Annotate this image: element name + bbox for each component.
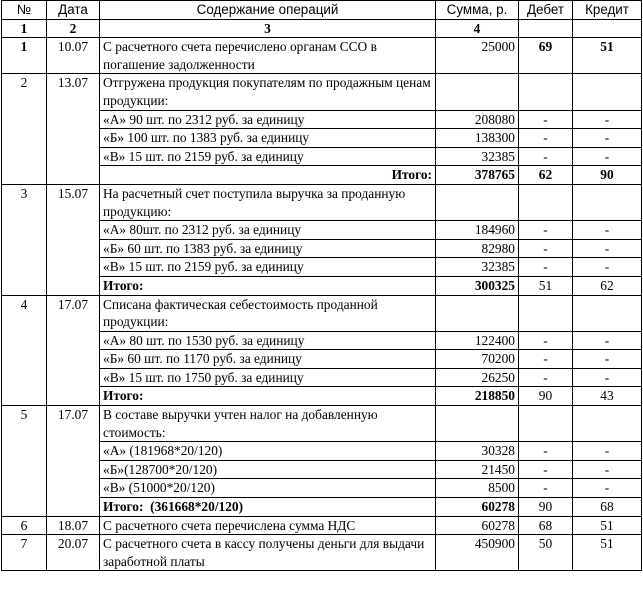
index-cell: 2 — [47, 19, 100, 38]
op-date: 20.07 — [47, 535, 100, 571]
total-sum: 60278 — [436, 498, 519, 517]
op-description: С расчетного счета перечислено органам ССО в погашение задолженности — [100, 38, 436, 74]
op-number: 2 — [2, 74, 47, 185]
item-sum: 32385 — [436, 258, 519, 277]
total-label: Итого: — [100, 387, 436, 406]
op-date: 18.07 — [47, 516, 100, 535]
item-sum: 138300 — [436, 129, 519, 148]
index-cell: 4 — [436, 19, 519, 38]
op-description: Отгружена продукция покупателям по продажным ценам продукции: — [100, 74, 436, 110]
item-debit: - — [519, 221, 573, 240]
item-debit: - — [519, 460, 573, 479]
total-credit: 43 — [573, 387, 642, 406]
op-credit — [573, 74, 642, 110]
table-row — [2, 535, 642, 571]
item-sum: 8500 — [436, 479, 519, 498]
op-debit: 50 — [519, 535, 573, 571]
item-description: «А» 90 шт. по 2312 руб. за единицу — [100, 110, 436, 129]
op-credit — [573, 184, 642, 220]
header-sum: Сумма, р. — [436, 1, 519, 20]
item-credit: - — [573, 239, 642, 258]
item-description: «Б»(128700*20/120) — [100, 460, 436, 479]
item-sum: 32385 — [436, 147, 519, 166]
op-sum — [436, 184, 519, 220]
op-description: Списана фактическая себестоимость проданной продукции: — [100, 295, 436, 331]
item-debit: - — [519, 479, 573, 498]
op-debit — [519, 406, 573, 442]
operations-table — [1, 0, 642, 571]
table-row — [2, 184, 642, 220]
item-description: «А» 80 шт. по 1530 руб. за единицу — [100, 331, 436, 350]
op-date: 13.07 — [47, 74, 100, 185]
item-sum: 21450 — [436, 460, 519, 479]
item-credit: - — [573, 442, 642, 461]
item-credit: - — [573, 129, 642, 148]
op-date: 15.07 — [47, 184, 100, 295]
op-number: 6 — [2, 516, 47, 535]
op-date: 17.07 — [47, 295, 100, 406]
table-row — [2, 38, 642, 74]
table-header-row — [2, 1, 642, 20]
op-debit: 69 — [519, 38, 573, 74]
item-credit: - — [573, 368, 642, 387]
op-description: На расчетный счет поступила выручка за проданную продукцию: — [100, 184, 436, 220]
op-debit — [519, 74, 573, 110]
item-debit: - — [519, 442, 573, 461]
item-credit: - — [573, 110, 642, 129]
index-cell: 1 — [2, 19, 47, 38]
op-credit: 51 — [573, 535, 642, 571]
op-description: С расчетного счета перечислена сумма НДС — [100, 516, 436, 535]
item-description: «В» 15 шт. по 2159 руб. за единицу — [100, 258, 436, 277]
index-cell: 3 — [100, 19, 436, 38]
header-credit: Кредит — [573, 1, 642, 20]
op-date: 17.07 — [47, 406, 100, 517]
item-debit: - — [519, 147, 573, 166]
total-label: Итого: — [100, 166, 436, 185]
header-debit: Дебет — [519, 1, 573, 20]
op-number: 3 — [2, 184, 47, 295]
item-credit: - — [573, 479, 642, 498]
op-number: 4 — [2, 295, 47, 406]
total-debit: 62 — [519, 166, 573, 185]
op-description: В составе выручки учтен налог на добавленную стоимость: — [100, 406, 436, 442]
index-cell — [519, 19, 573, 38]
item-description: «А» (181968*20/120) — [100, 442, 436, 461]
item-description: «А» 80шт. по 2312 руб. за единицу — [100, 221, 436, 240]
table-row — [2, 516, 642, 535]
item-description: «В» 15 шт. по 1750 руб. за единицу — [100, 368, 436, 387]
op-credit: 51 — [573, 38, 642, 74]
item-debit: - — [519, 331, 573, 350]
item-debit: - — [519, 239, 573, 258]
op-debit — [519, 184, 573, 220]
op-description: С расчетного счета в кассу получены деньги для выдачи заработной платы — [100, 535, 436, 571]
total-sum: 378765 — [436, 166, 519, 185]
item-sum: 26250 — [436, 368, 519, 387]
op-number: 5 — [2, 406, 47, 517]
table-row — [2, 295, 642, 331]
item-credit: - — [573, 147, 642, 166]
op-number: 1 — [2, 38, 47, 74]
item-sum: 30328 — [436, 442, 519, 461]
op-sum: 450900 — [436, 535, 519, 571]
item-debit: - — [519, 368, 573, 387]
header-date: Дата — [47, 1, 100, 20]
op-credit: 51 — [573, 516, 642, 535]
item-description: «В» (51000*20/120) — [100, 479, 436, 498]
item-description: «Б» 60 шт. по 1170 руб. за единицу — [100, 350, 436, 369]
item-debit: - — [519, 258, 573, 277]
total-label: Итого: — [100, 276, 436, 295]
op-sum — [436, 74, 519, 110]
item-description: «Б» 100 шт. по 1383 руб. за единицу — [100, 129, 436, 148]
op-credit — [573, 406, 642, 442]
item-debit: - — [519, 129, 573, 148]
total-credit: 90 — [573, 166, 642, 185]
op-number: 7 — [2, 535, 47, 571]
item-sum: 208080 — [436, 110, 519, 129]
total-label: Итого: (361668*20/120) — [100, 498, 436, 517]
item-credit: - — [573, 331, 642, 350]
op-debit — [519, 295, 573, 331]
op-date: 10.07 — [47, 38, 100, 74]
item-description: «В» 15 шт. по 2159 руб. за единицу — [100, 147, 436, 166]
op-sum — [436, 295, 519, 331]
table-row — [2, 74, 642, 110]
table-row — [2, 406, 642, 442]
op-sum: 25000 — [436, 38, 519, 74]
total-debit: 90 — [519, 498, 573, 517]
item-credit: - — [573, 258, 642, 277]
item-sum: 184960 — [436, 221, 519, 240]
index-cell — [573, 19, 642, 38]
item-sum: 70200 — [436, 350, 519, 369]
item-sum: 122400 — [436, 331, 519, 350]
header-num: № — [2, 1, 47, 20]
total-credit: 68 — [573, 498, 642, 517]
column-index-row — [2, 19, 642, 38]
op-sum: 60278 — [436, 516, 519, 535]
item-credit: - — [573, 350, 642, 369]
item-sum: 82980 — [436, 239, 519, 258]
total-credit: 62 — [573, 276, 642, 295]
total-sum: 218850 — [436, 387, 519, 406]
header-content: Содержание операций — [100, 1, 436, 20]
item-debit: - — [519, 110, 573, 129]
item-credit: - — [573, 221, 642, 240]
op-sum — [436, 406, 519, 442]
total-debit: 90 — [519, 387, 573, 406]
item-credit: - — [573, 460, 642, 479]
total-sum: 300325 — [436, 276, 519, 295]
total-debit: 51 — [519, 276, 573, 295]
op-debit: 68 — [519, 516, 573, 535]
item-description: «Б» 60 шт. по 1383 руб. за единицу — [100, 239, 436, 258]
item-debit: - — [519, 350, 573, 369]
op-credit — [573, 295, 642, 331]
